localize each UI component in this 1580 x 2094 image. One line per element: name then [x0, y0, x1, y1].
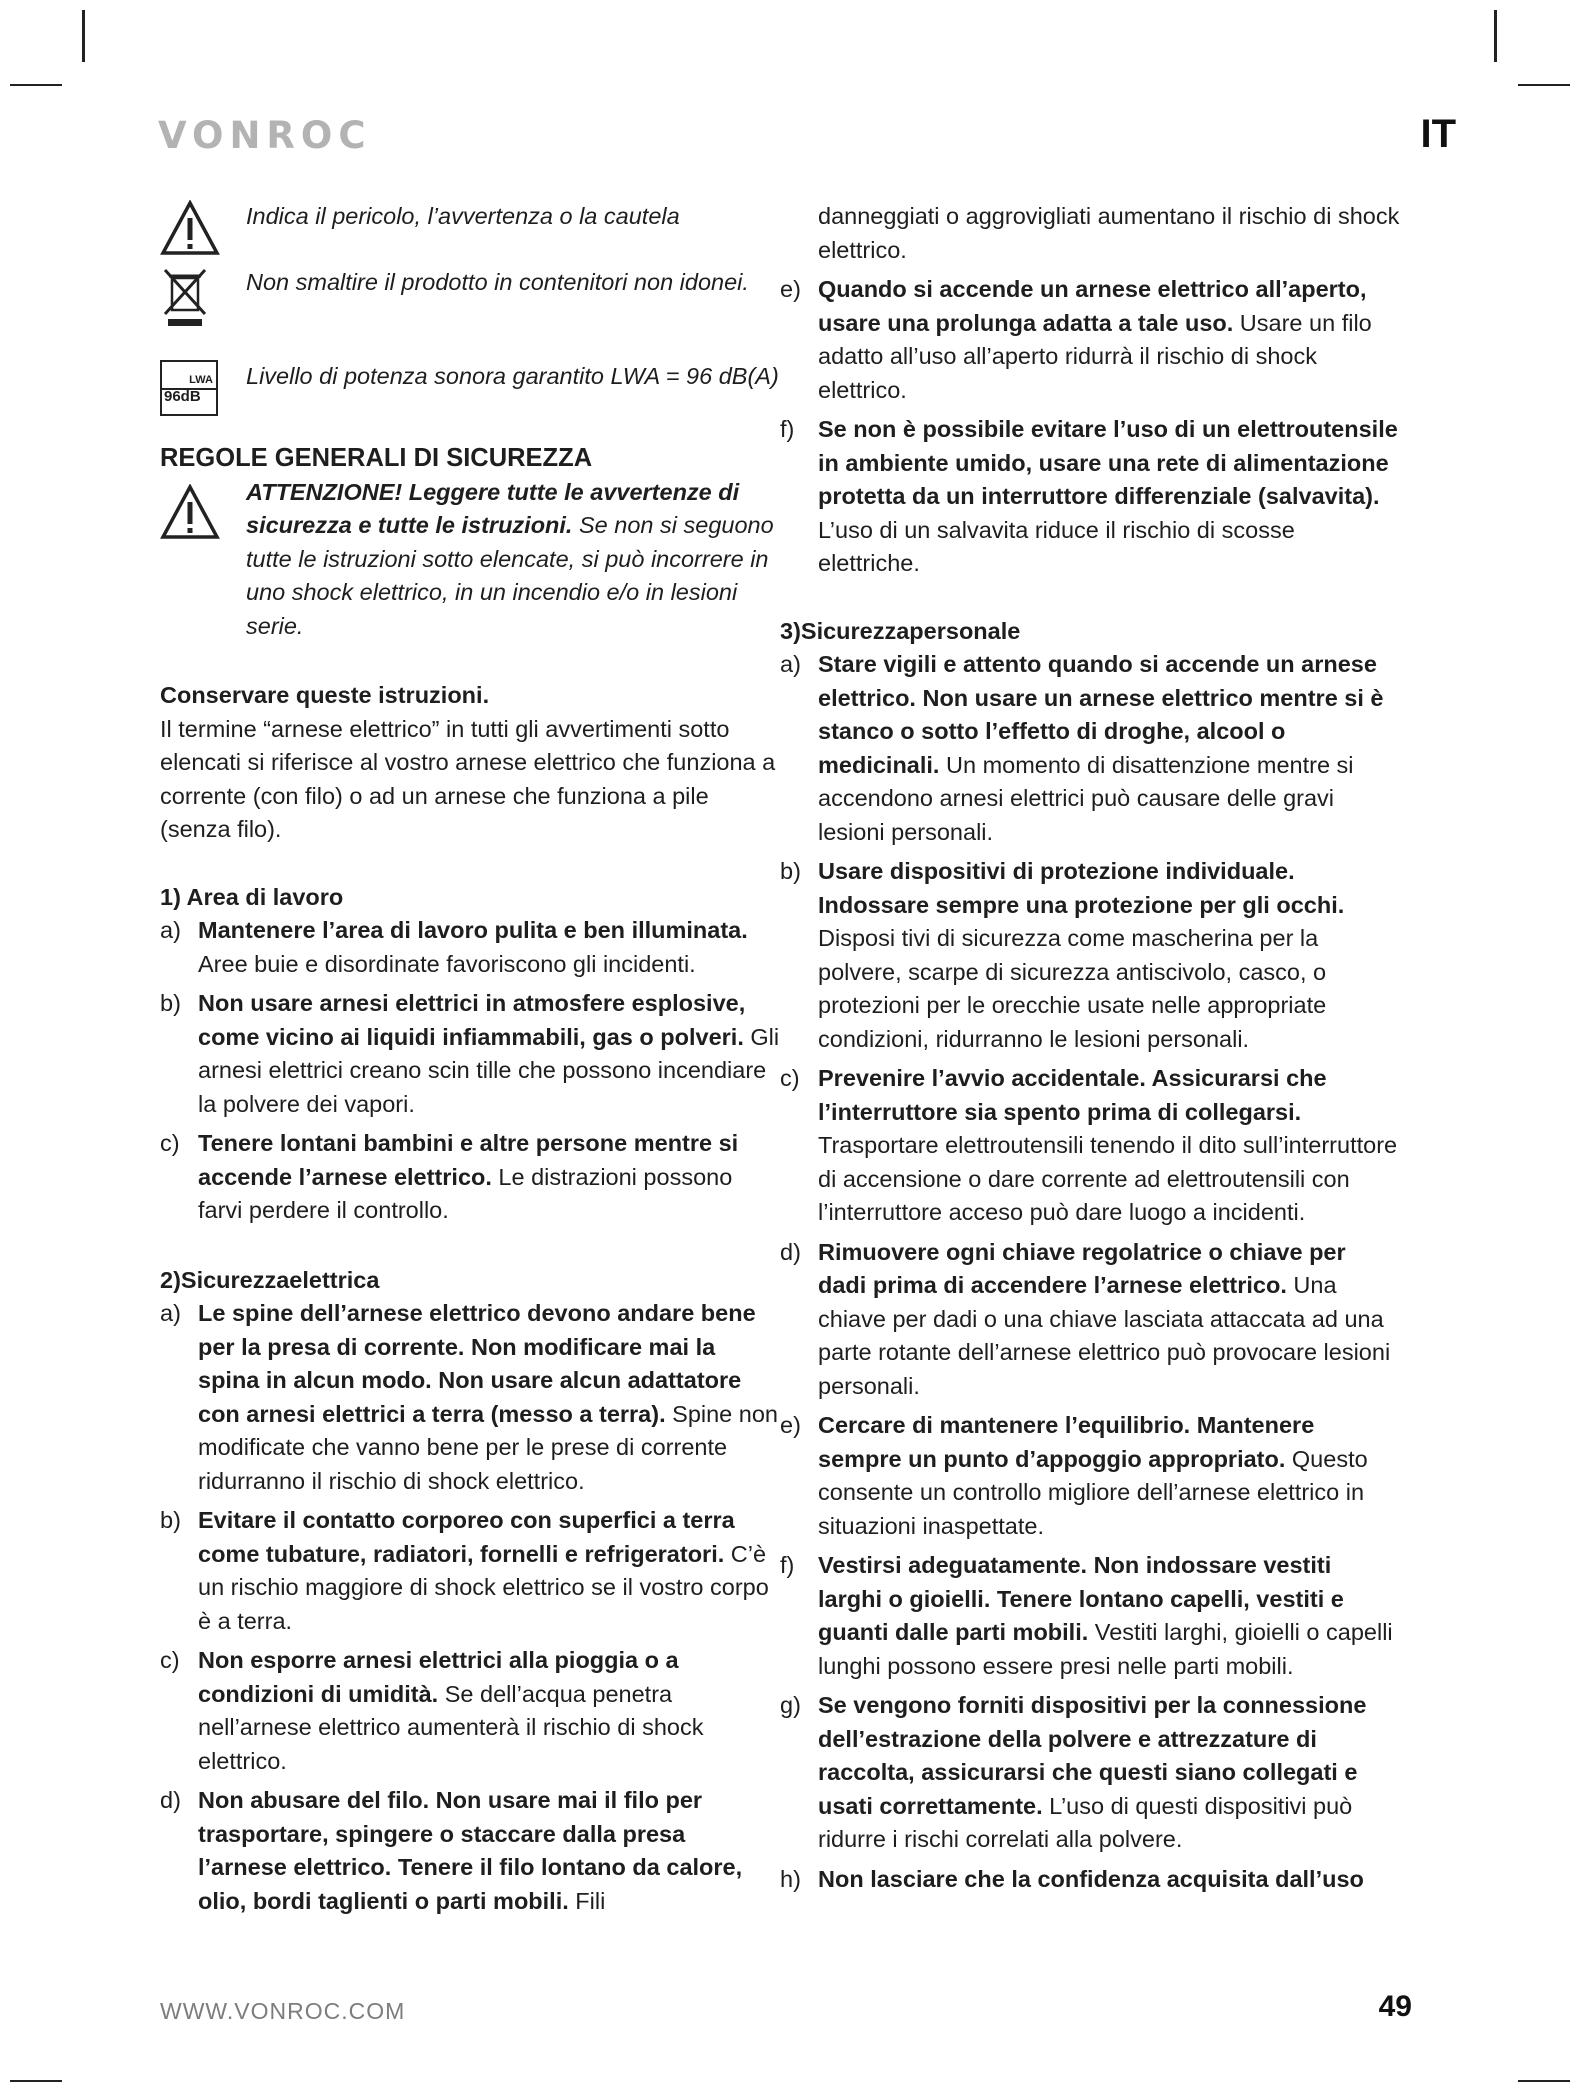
crop-mark: [1518, 2080, 1570, 2082]
item-label: b): [160, 1507, 181, 1533]
item-bold: Usare dispositivi di protezione individuale. Indossare sempre una protezione per gli occhi.: [818, 858, 1345, 918]
list-item: [160, 1297, 780, 1498]
warning-triangle-icon: [160, 200, 246, 256]
item-text: Usare un filo adatto all’uso all’aperto ridurrà il rischio di shock elettrico.: [818, 309, 1372, 403]
symbol-text: Livello di potenza sonora garantito LWA = 96 dB(A): [246, 363, 779, 389]
item-label: c): [780, 1065, 800, 1091]
item-bold: Non esporre arnesi elettrici alla pioggia o a condizioni di umidità.: [198, 1647, 679, 1707]
section-heading: REGOLE GENERALI DI SICUREZZA: [160, 444, 593, 472]
item-label: b): [160, 990, 181, 1016]
item-label: f): [780, 1552, 795, 1578]
item-label: d): [160, 1787, 181, 1813]
item-label: f): [780, 416, 795, 442]
sound-level-label-top: LWA: [189, 374, 213, 386]
crop-mark: [10, 2080, 62, 2082]
item-text: Una chiave per dadi o una chiave lasciata attaccata ad una parte rotante dell’arnese elettrico può provocare lesioni personali.: [818, 1272, 1391, 1399]
brand-logo: VONROC: [158, 114, 372, 157]
sound-level-icon: [160, 360, 246, 416]
crop-mark: [10, 84, 62, 86]
list-item: [780, 1689, 1400, 1857]
item-text: Trasportare elettroutensili tenendo il dito sull’interruttore di accensione o dare corrente ad elettroutensili con l’interruttore acceso può dare luogo a incidenti.: [818, 1132, 1398, 1225]
list-item: [780, 855, 1400, 1056]
item-text: C’è un rischio maggiore di shock elettrico se il vostro corpo è a terra.: [198, 1540, 769, 1634]
symbol-text: Indica il pericolo, l’avvertenza o la cautela: [246, 203, 680, 229]
list-item: [160, 1644, 780, 1778]
list-item: [160, 914, 780, 981]
crop-mark: [1494, 10, 1497, 62]
list-item: [780, 1062, 1400, 1230]
item-text: L’uso di questi dispositivi può ridurre i rischi correlati alla polvere.: [818, 1792, 1353, 1852]
item-label: g): [780, 1692, 801, 1718]
list-item: [780, 1409, 1400, 1543]
crop-mark: [1518, 84, 1570, 86]
item-label: h): [780, 1865, 801, 1892]
list-item: [160, 1127, 780, 1228]
item-bold: Non lasciare che la confidenza acquisita dall’uso: [818, 1865, 1364, 1892]
list-item: [780, 413, 1400, 581]
item-bold: Evitare il contatto corporeo con superfici a terra come tubature, radiatori, fornelli e refrigeratori.: [198, 1507, 735, 1567]
item-bold: Se non è possibile evitare l’uso di un elettroutensile in ambiente umido, usare una rete di alimentazione protetta da un interruttore differenziale (salvavita).: [818, 416, 1398, 509]
list-item-continuation: [780, 200, 1400, 267]
item-bold: Rimuovere ogni chiave regolatrice o chiave per dadi prima di accendere l’arnese elettrico.: [818, 1238, 1346, 1298]
item-label: c): [160, 1130, 180, 1156]
item-text: Spine non modificate che vanno bene per le prese di corrente ridurranno il rischio di shock elettrico.: [198, 1400, 778, 1494]
item-bold: Se vengono forniti dispositivi per la connessione dell’estrazione della polvere e attrezzature di raccolta, assicurarsi che questi siano collegati e usati correttamente.: [818, 1692, 1367, 1819]
item-label: c): [160, 1647, 180, 1673]
left-column: [160, 200, 780, 1924]
footer-url: WWW.VONROC.COM: [160, 1998, 406, 2024]
continuation-text: danneggiati o aggrovigliati aumentano il rischio di shock elettrico.: [818, 203, 1400, 263]
item-text: Disposi tivi di sicurezza come mascherina per la polvere, scarpe di sicurezza antiscivolo, casco, o protezioni per le orecchie usate nelle appropriate condizioni, ridurranno le lesioni personali.: [818, 925, 1327, 1052]
item-label: a): [780, 651, 801, 677]
item-bold: Non abusare del filo. Non usare mai il filo per trasportare, spingere o staccare dalla presa l’arnese elettrico. Tenere il filo lontano da calore, olio, bordi taglienti o parti mobili.: [198, 1787, 743, 1914]
list-item: [160, 987, 780, 1121]
item-text: Gli arnesi elettrici creano scin tille che possono incendiare la polvere dei vapori.: [198, 1023, 780, 1117]
item-label: d): [780, 1238, 801, 1265]
attention-block: [160, 476, 780, 644]
item-label: e): [780, 276, 801, 302]
item-bold: Cercare di mantenere l’equilibrio. Mantenere sempre un punto d’appoggio appropriato.: [818, 1412, 1315, 1472]
term-definition: Il termine “arnese elettrico” in tutti gli avvertimenti sotto elencati si riferisce al vostro arnese elettrico che funziona a corrente (con filo) o ad un arnese che funziona a pile (senza filo).: [160, 715, 776, 842]
language-code: IT: [1420, 112, 1456, 156]
keep-instructions: Conservare queste istruzioni.: [160, 682, 490, 708]
sound-level-label-bottom: 96dB: [164, 387, 201, 405]
attention-body: Se non si seguono tutte le istruzioni sotto elencate, si può incorrere in uno shock elettrico, in un incendio e/o in lesioni serie.: [246, 512, 774, 639]
item-bold: Tenere lontani bambini e altre persone mentre si accende l’arnese elettrico.: [198, 1130, 739, 1190]
list-item: [780, 648, 1400, 849]
crossed-bin-icon: [160, 266, 246, 328]
list-item: [780, 273, 1400, 407]
list-item: [780, 1236, 1400, 1404]
item-label: a): [160, 1300, 181, 1326]
symbol-text: Non smaltire il prodotto in contenitori non idonei.: [246, 269, 749, 295]
item-label: a): [160, 917, 181, 943]
item-text: Questo consente un controllo migliore dell’arnese elettrico in situazioni inaspettate.: [818, 1445, 1368, 1539]
item-bold: Stare vigili e attento quando si accende un arnese elettrico. Non usare un arnese elettrico mentre si è stanco o sotto l’effetto di droghe, alcool o medicinali.: [818, 651, 1384, 778]
item-bold: Quando si accende un arnese elettrico all’aperto, usare una prolunga adatta a tale uso.: [818, 276, 1367, 336]
item-text: Se dell’acqua penetra nell’arnese elettrico aumenterà il rischio di shock elettrico.: [198, 1680, 704, 1774]
item-text: Le distrazioni possono farvi perdere il controllo.: [198, 1163, 733, 1223]
list-item: [160, 1504, 780, 1638]
item-bold: Le spine dell’arnese elettrico devono andare bene per la presa di corrente. Non modificare mai la spina in alcun modo. Non usare alcun adattatore con arnesi elettrici a terra (messo a terra).: [198, 1300, 756, 1427]
item-label: e): [780, 1412, 801, 1438]
symbol-row: [160, 200, 780, 256]
section-title-electrical: 2)Sicurezzaelettrica: [160, 1266, 380, 1293]
page-number: 49: [1378, 1990, 1412, 2023]
attention-bold: ATTENZIONE! Leggere tutte le avvertenze di sicurezza e tutte le istruzioni.: [246, 478, 740, 538]
section-title-work-area: 1) Area di lavoro: [160, 883, 344, 910]
item-bold: Non usare arnesi elettrici in atmosfere esplosive, come vicino ai liquidi infiammabili, gas o polveri.: [198, 990, 746, 1050]
item-text: Un momento di disattenzione mentre si accendono arnesi elettrici può causare delle gravi lesioni personali.: [818, 751, 1354, 845]
list-item: [780, 1863, 1400, 1897]
item-text: Aree buie e disordinate favoriscono gli incidenti.: [198, 950, 696, 977]
symbol-row: [160, 360, 780, 416]
item-text: L’uso di un salvavita riduce il rischio di scosse elettriche.: [818, 516, 1295, 576]
list-item: [780, 1549, 1400, 1683]
attention-text: [246, 476, 780, 644]
list-item: [160, 1784, 780, 1918]
warning-triangle-icon: [160, 476, 246, 540]
section-title-personal: 3)Sicurezzapersonale: [780, 617, 1021, 644]
crop-mark: [82, 10, 85, 62]
item-text: Fili: [568, 1887, 606, 1914]
item-bold: Prevenire l’avvio accidentale. Assicurarsi che l’interruttore sia spento prima di collegarsi.: [818, 1065, 1327, 1125]
item-text: Vestiti larghi, gioielli o capelli lunghi possono essere presi nelle parti mobili.: [818, 1619, 1393, 1679]
item-label: b): [780, 858, 801, 884]
item-bold: Vestirsi adeguatamente. Non indossare vestiti larghi o gioielli. Tenere lontano capelli, vestiti e guanti dalle parti mobili.: [818, 1552, 1344, 1645]
symbol-row: [160, 266, 780, 328]
right-column: [780, 200, 1400, 1902]
item-bold: Mantenere l’area di lavoro pulita e ben illuminata.: [198, 917, 748, 943]
